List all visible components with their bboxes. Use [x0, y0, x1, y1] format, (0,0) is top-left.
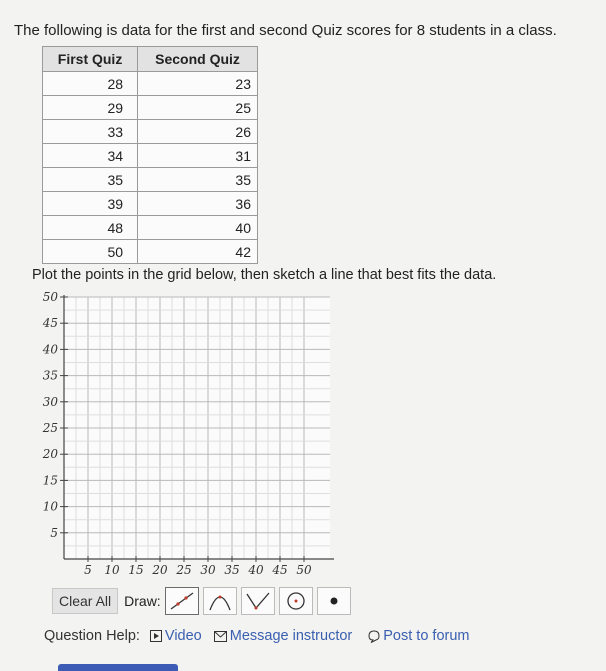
- column-header-second-quiz: Second Quiz: [138, 47, 258, 72]
- first-quiz-cell: 34: [43, 144, 138, 168]
- question-help-bar: [44, 628, 469, 644]
- x-tick-label: 50: [296, 563, 312, 577]
- first-quiz-cell: 28: [43, 72, 138, 96]
- post-to-forum-link[interactable]: [368, 628, 469, 644]
- x-tick-label: 5: [84, 563, 92, 577]
- question-help-label: Question Help:: [44, 628, 140, 644]
- first-quiz-cell: 39: [43, 192, 138, 216]
- second-quiz-cell: 35: [138, 168, 258, 192]
- table-row: [43, 96, 258, 120]
- y-tick-label: 40: [42, 342, 58, 357]
- table-row: [43, 216, 258, 240]
- second-quiz-cell: 42: [138, 240, 258, 264]
- clear-all-button[interactable]: Clear All: [52, 588, 118, 614]
- first-quiz-cell: 29: [43, 96, 138, 120]
- video-link-label: Video: [164, 628, 202, 644]
- absolute-value-tool-icon[interactable]: [241, 587, 275, 615]
- video-link[interactable]: [150, 628, 202, 644]
- second-quiz-cell: 26: [138, 120, 258, 144]
- second-quiz-cell: 40: [138, 216, 258, 240]
- y-tick-label: 50: [42, 290, 58, 304]
- second-quiz-cell: 23: [138, 72, 258, 96]
- graph-canvas[interactable]: [24, 286, 344, 586]
- second-quiz-cell: 25: [138, 96, 258, 120]
- second-quiz-cell: 36: [138, 192, 258, 216]
- y-tick-label: 20: [42, 447, 58, 462]
- parabola-tool-icon[interactable]: [203, 587, 237, 615]
- y-tick-label: 5: [50, 525, 58, 540]
- envelope-icon: [214, 631, 227, 642]
- first-quiz-cell: 33: [43, 120, 138, 144]
- table-header-row: [43, 47, 258, 72]
- message-instructor-link[interactable]: [214, 628, 353, 644]
- x-tick-label: 20: [152, 563, 168, 577]
- quiz-table: [42, 46, 258, 264]
- video-icon: [150, 630, 162, 642]
- submit-button-edge[interactable]: [58, 664, 178, 671]
- y-tick-label: 30: [42, 394, 58, 409]
- y-tick-label: 25: [42, 421, 58, 435]
- intro-text: The following is data for the first and second Quiz scores for 8 students in a class.: [14, 22, 557, 39]
- message-instructor-label: Message instructor: [229, 628, 353, 644]
- post-to-forum-label: Post to forum: [383, 628, 470, 644]
- x-tick-label: 30: [200, 563, 216, 577]
- column-header-first-quiz: First Quiz: [43, 47, 138, 72]
- x-tick-label: 10: [104, 563, 120, 577]
- first-quiz-cell: 50: [43, 240, 138, 264]
- first-quiz-cell: 48: [43, 216, 138, 240]
- table-row: [43, 192, 258, 216]
- y-tick-label: 10: [42, 499, 58, 514]
- instruction-text: Plot the points in the grid below, then sketch a line that best fits the data.: [32, 267, 497, 283]
- point-tool-icon[interactable]: [317, 587, 351, 615]
- y-tick-label: 35: [42, 368, 58, 383]
- x-tick-label: 40: [248, 563, 264, 577]
- graph-toolbar: [52, 587, 351, 615]
- second-quiz-cell: 31: [138, 144, 258, 168]
- circle-tool-icon[interactable]: [279, 587, 313, 615]
- x-tick-label: 45: [272, 563, 288, 577]
- table-row: [43, 144, 258, 168]
- table-row: [43, 168, 258, 192]
- y-tick-label: 45: [42, 316, 58, 331]
- table-row: [43, 240, 258, 264]
- draw-label: Draw:: [124, 593, 161, 609]
- speech-bubble-icon: [368, 630, 380, 643]
- y-tick-label: 15: [42, 473, 58, 488]
- first-quiz-cell: 35: [43, 168, 138, 192]
- x-tick-label: 35: [224, 563, 240, 577]
- line-tool-icon[interactable]: [165, 587, 199, 615]
- x-tick-label: 25: [176, 563, 192, 577]
- table-row: [43, 120, 258, 144]
- table-row: [43, 72, 258, 96]
- x-tick-label: 15: [128, 563, 144, 577]
